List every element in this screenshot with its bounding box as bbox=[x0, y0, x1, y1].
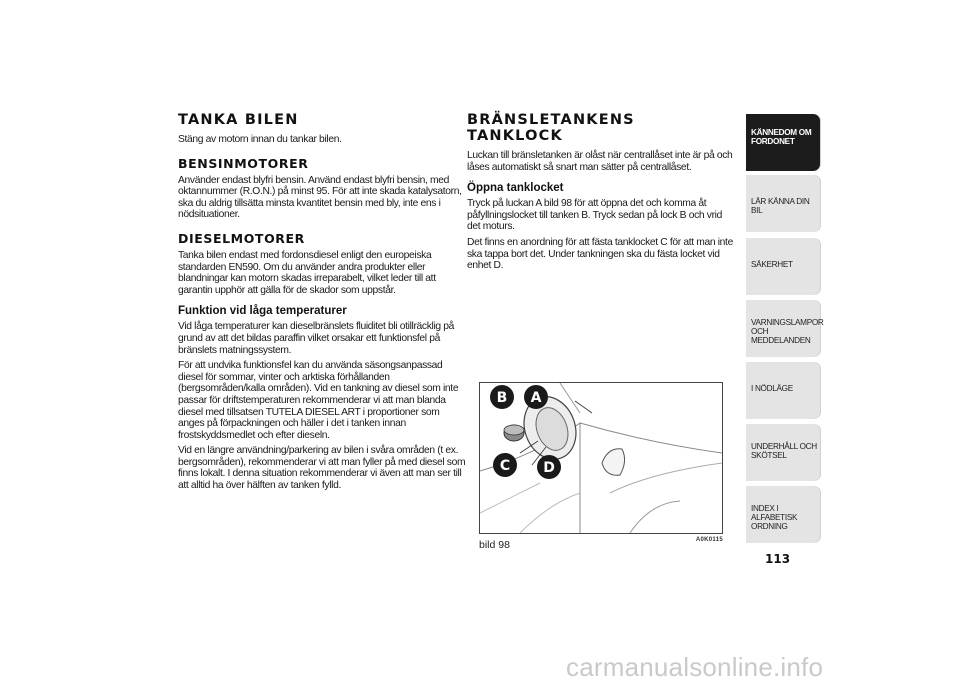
tank-intro-text: Luckan till bränsletanken är olåst när centrallåset inte är på och låses automatiskt så snart man sätter på centrallåset. bbox=[467, 150, 733, 173]
figure-caption-text: bild 98 bbox=[479, 539, 510, 551]
fuel-door-drawing bbox=[480, 383, 722, 533]
tab-label: SÄKERHET bbox=[751, 260, 793, 269]
diesel-heading: DIESELMOTORER bbox=[178, 230, 305, 246]
tab-lar-kanna-din-bil[interactable] bbox=[746, 175, 820, 232]
tab-i-nodlage[interactable] bbox=[746, 362, 820, 419]
open-cap-heading: Öppna tanklocket bbox=[467, 182, 564, 195]
tab-underhall-och-skotsel[interactable] bbox=[746, 424, 820, 481]
section-title: TANKA BILEN bbox=[178, 112, 299, 128]
intro-text: Stäng av motorn innan du tankar bilen. bbox=[178, 134, 342, 145]
label-d: D bbox=[543, 460, 555, 476]
bensin-heading: BENSINMOTORER bbox=[178, 155, 309, 171]
open-cap-paragraph-1: Tryck på luckan A bild 98 för att öppna det och komma åt påfyllningslocket till tanken B. Tryck sedan på lock B och vrid det moturs. bbox=[467, 198, 722, 233]
tab-label: I NÖDLÄGE bbox=[751, 384, 793, 393]
tab-kannedom-om-fordonet[interactable] bbox=[746, 114, 820, 171]
open-cap-paragraph-2: Det finns en anordning för att fästa tanklocket C för att man inte ska tappa bort det. Under tankningen ska du fästa locket vid enhet D. bbox=[467, 236, 733, 272]
low-temp-paragraph-1: Vid låga temperaturer kan dieselbränslets fluiditet bli otillräcklig på grund av att det bildas paraffin vilket orsakar ett funktionsfel på bränslets matningssystem. bbox=[178, 321, 455, 356]
tab-index[interactable] bbox=[746, 486, 820, 543]
watermark: carmanualsonline.info bbox=[566, 652, 824, 682]
tab-label: INDEX I ALFABETISK ORDNING bbox=[751, 504, 798, 531]
tab-label: KÄNNEDOM OM FORDONET bbox=[751, 128, 812, 146]
figure-caption bbox=[479, 535, 723, 551]
tab-label: UNDERHÅLL OCH SKÖTSEL bbox=[751, 442, 817, 460]
label-c: C bbox=[499, 458, 511, 474]
low-temp-heading: Funktion vid låga temperaturer bbox=[178, 305, 347, 318]
bensin-text: Använder endast blyfri bensin. Använd endast blyfri bensin, med oktannummer (R.O.N.) på minst 95. För att inte skada katalysatorn, ska du aldrig tillsätta minsta kvantitet bensin med bly, inte ens i nödsituationer. bbox=[178, 174, 462, 221]
fuel-cap-illustration bbox=[479, 382, 723, 534]
diesel-text: Tanka bilen endast med fordonsdiesel enligt den europeiska standarden EN590. Om du använder andra produkter eller blandningar kan motorn skadas irreparabelt, vilket leder till att garantin upphör att gälla för de skador som uppstår. bbox=[178, 249, 436, 296]
low-temp-paragraph-3: Vid en längre användning/parkering av bilen i svåra områden (t ex. bergsområden), rekommenderar vi att man fyller på med diesel som finns lokalt. I denna situation rekommenderar vi även att man ser till att alltid ha över hälften av tanken fylld. bbox=[178, 445, 466, 492]
label-a: A bbox=[530, 390, 542, 406]
left-column bbox=[178, 112, 468, 496]
label-b: B bbox=[496, 390, 508, 406]
tank-cap-title: BRÄNSLETANKENS TANKLOCK bbox=[467, 112, 635, 144]
tab-sakerhet[interactable] bbox=[746, 238, 820, 295]
right-column bbox=[467, 112, 735, 276]
figure-code: A0K0115 bbox=[695, 537, 723, 543]
low-temp-paragraph-2: För att undvika funktionsfel kan du använda säsongsanpassad diesel för sommar, vinter och arktiska förhållanden (bergsområden/kalla områden). Vid en tankning av diesel som inte passar för driftstemperaturen rekommenderar vi att man blanda diesel med tillsatsen TUTELA DIESEL ART i proportioner som anges på förpackningen och häller i det i tanken innan frostskyddsmedlet och efter dieseln. bbox=[178, 360, 459, 441]
tab-label: VARNINGSLAMPOR OCH MEDDELANDEN bbox=[751, 318, 824, 345]
tab-varningslampor[interactable] bbox=[746, 300, 824, 357]
page-number: 113 bbox=[765, 552, 791, 566]
tab-label: LÄR KÄNNA DIN BIL bbox=[751, 197, 810, 215]
